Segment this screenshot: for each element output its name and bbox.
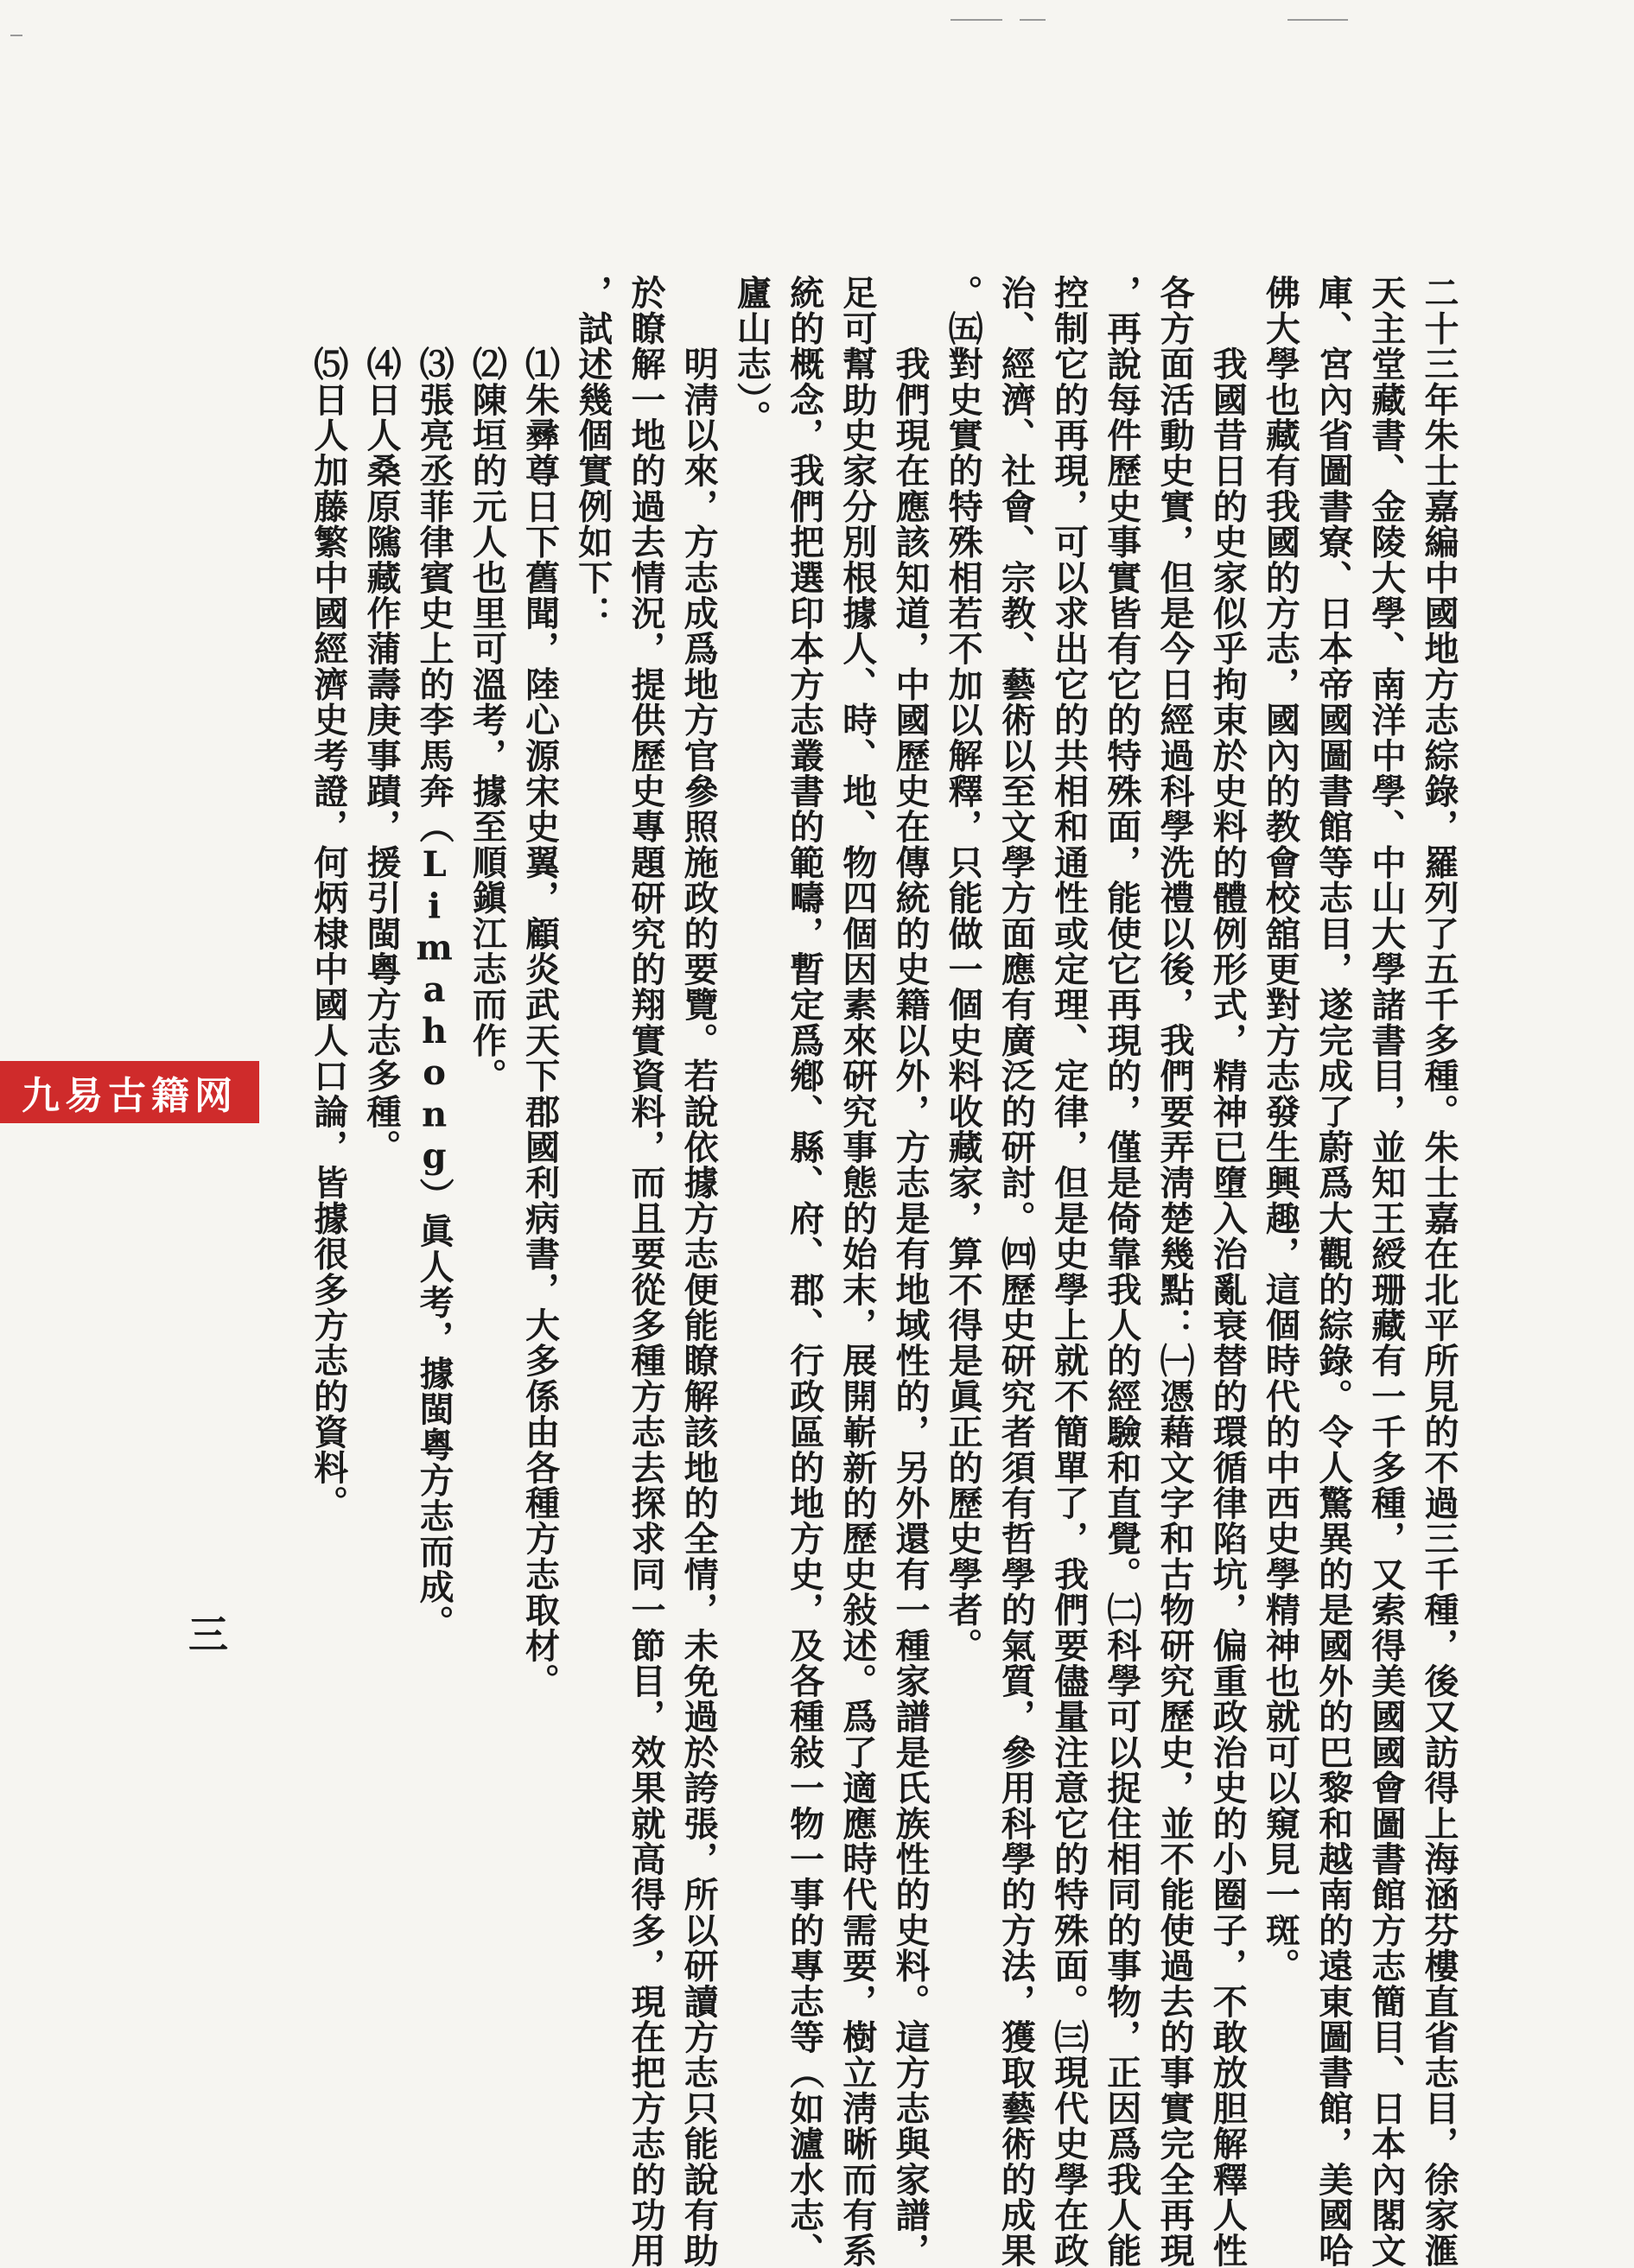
text-line: 佛大學也藏有我國的方志，國內的教會校舘更對方志發生興趣，這個時代的中西史學精神也就可以窺見一斑。 (1260, 275, 1301, 1984)
scan-speck (1020, 19, 1046, 21)
text-line: 。㈤對史實的特殊相若不加以解釋，只能做一個史料收藏家，算不得是眞正的歷史學者。 (943, 275, 984, 1663)
scan-speck (10, 35, 22, 36)
text-line: 天主堂藏書、金陵大學、南洋中學、中山大學諸書目，並知王綬珊藏有一千多種，又索得美國國會圖書館方志簡目、日本內閣文 (1365, 275, 1407, 2268)
text-line: 統的概念，我們把選印本方志叢書的範疇，暫定爲鄕、縣、府、郡、行政區的地方史，及各種敍一物一事的專志等（如瀘水志、 (784, 275, 825, 2268)
list-item: ⑷日人桑原隲藏作蒲壽庚事蹟，援引閩粵方志多種。 (360, 275, 402, 1165)
list-item: ⑵陳垣的元人也里可溫考，據至順鎭江志而作。 (467, 275, 508, 1094)
list-item: ⑸日人加藤繁中國經濟史考證，何炳棣中國人口論，皆據很多方志的資料。 (308, 275, 349, 1521)
page-number: 三 (188, 1611, 228, 1658)
text-line: 治、經濟、社會、宗教、藝術以至文學方面應有廣泛的研討。㈣歷史研究者須有哲學的氣質，參用科學的方法，獲取藝術的成果 (995, 275, 1037, 2268)
text-line: 各方面活動史實，但是今日經過科學洗禮以後，我們要弄淸楚幾點：㈠憑藉文字和古物研究歷史，並不能使過去的事實完全再現 (1154, 275, 1195, 2268)
text-line: 足可幫助史家分別根據人、時、地、物四個因素來硏究事態的始末，展開嶄新的歷史敍述。爲了適應時代需要，樹立淸晰而有系 (836, 275, 878, 2268)
text-line: 控制它的再現，可以求出它的共相和通性或定理、定律，但是史學上就不簡單了，我們要儘量注意它的特殊面。㈢現代史學在政 (1048, 275, 1090, 2268)
scan-speck (1287, 19, 1348, 21)
text-line: 庫、宮內省圖書寮、日本帝國圖書館等志目，遂完成了蔚爲大觀的綜錄。令人驚異的是國外的巴黎和越南的遠東圖書館，美國哈 (1313, 275, 1354, 2268)
text-line: 明淸以來，方志成爲地方官參照施政的要覽。若說依據方志便能瞭解該地的全情，未免過於誇張，所以研讀方志只能說有助 (678, 275, 720, 2268)
text-line: 我們現在應該知道，中國歷史在傳統的史籍以外，方志是有地域性的，另外還有一種家譜是氏族性的史料。這方志與家譜， (889, 275, 931, 2268)
text-line: ，試述幾個實例如下： (572, 275, 614, 631)
list-item: ⑶張亮丞菲律賓史上的李馬奔（Limahong）眞人考，據閩粵方志而成。 (414, 275, 455, 1641)
text-line: 於瞭解一地的過去情況，提供歷史專題研究的翔實資料，而且要從多種方志去探求同一節目，效果就高得多，現在把方志的功用 (625, 275, 666, 2268)
watermark-logo: 九易古籍网 (0, 1061, 259, 1123)
text-line: ，再說每件歷史事實皆有它的特殊面，能使它再現的，僅是倚靠我人的經驗和直覺。㈡科學可以捉住相同的事物，正因爲我人能 (1101, 275, 1142, 2268)
text-line: 我國昔日的史家似乎拘束於史料的體例形式，精神已墮入治亂衰替的環循律陷坑，偏重政治史的小圈子，不敢放胆解釋人性 (1207, 275, 1249, 2268)
scan-speck (951, 19, 1002, 21)
vertical-text-block (302, 275, 1466, 2268)
text-line: 二十三年朱士嘉編中國地方志綜錄，羅列了五千多種。朱士嘉在北平所見的不過三千種，後又訪得上海涵芬樓直省志目，徐家滙 (1419, 275, 1459, 2268)
list-item: ⑴朱彞尊日下舊聞，陸心源宋史翼，顧炎武天下郡國利病書，大多係由各種方志取材。 (519, 275, 561, 1699)
text-line: 廬山志）。 (731, 275, 772, 435)
